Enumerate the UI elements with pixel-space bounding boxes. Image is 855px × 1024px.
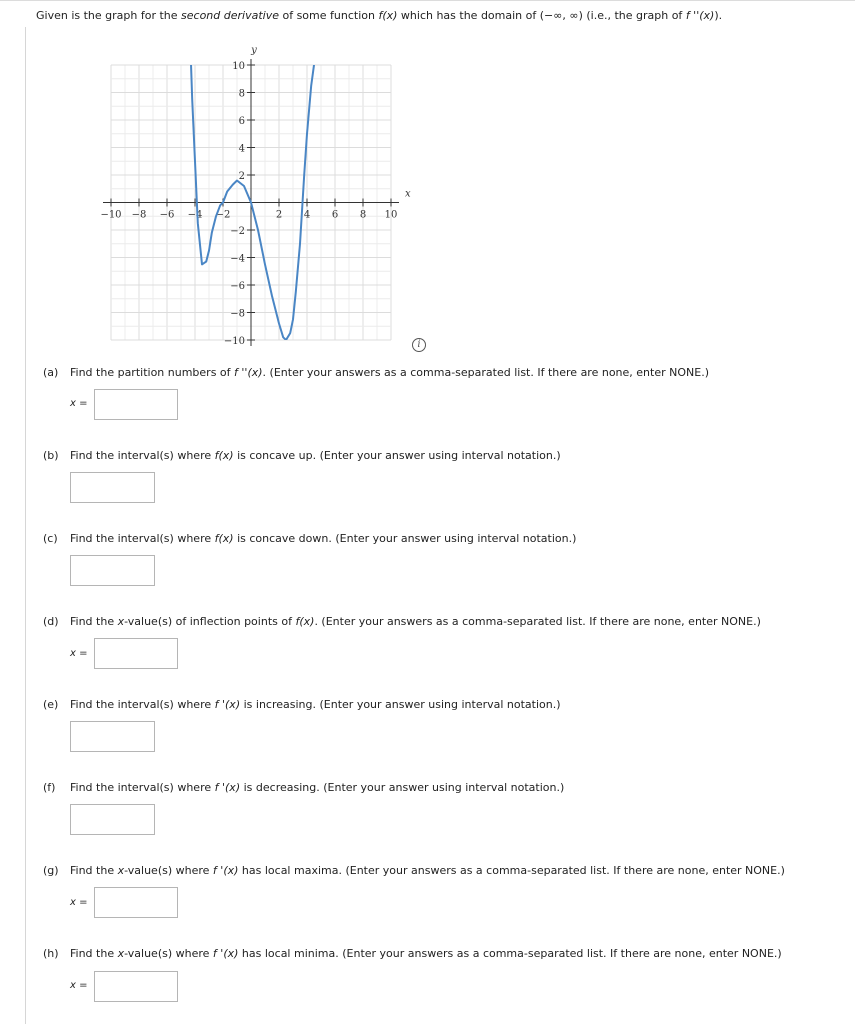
- y-tick-label: −4: [230, 253, 245, 265]
- answer-input-e[interactable]: [70, 721, 155, 752]
- x-tick-label: −10: [100, 209, 122, 221]
- info-icon[interactable]: i: [412, 338, 426, 352]
- question-d: (d) Find the x-value(s) of inflection points of f(x). (Enter your answers as a comma-separated list. If there are none, enter NONE.): [43, 615, 761, 628]
- answer-input-d[interactable]: [94, 638, 178, 669]
- x-tick-label: 2: [275, 209, 283, 221]
- second-derivative-graph: [95, 40, 415, 350]
- x-tick-label: 10: [384, 209, 398, 221]
- x-tick-label: −4: [187, 209, 203, 221]
- left-border: [25, 27, 26, 1024]
- question-b: (b) Find the interval(s) where f(x) is concave up. (Enter your answer using interval notation.): [43, 449, 561, 462]
- answer-input-a[interactable]: [94, 389, 178, 420]
- question-c: (c) Find the interval(s) where f(x) is concave down. (Enter your answer using interval notation.): [43, 532, 577, 545]
- question-h: (h) Find the x-value(s) where f '(x) has local minima. (Enter your answers as a comma-separated list. If there are none, enter NONE.): [43, 947, 782, 960]
- y-axis-label: y: [251, 45, 257, 56]
- x-tick-label: −2: [215, 209, 231, 221]
- y-tick-label: −10: [223, 336, 245, 347]
- y-tick-label: 2: [238, 171, 245, 182]
- x-equals-label-g: x =: [70, 897, 88, 908]
- answer-input-f[interactable]: [70, 804, 155, 835]
- question-e: (e) Find the interval(s) where f '(x) is increasing. (Enter your answer using interval notation.): [43, 698, 561, 711]
- x-tick-label: 6: [331, 209, 339, 221]
- x-equals-label-a: x =: [70, 398, 88, 409]
- x-tick-label: 8: [359, 209, 367, 221]
- x-equals-label-h: x =: [70, 980, 88, 991]
- y-tick-label: −8: [230, 308, 245, 320]
- problem-statement: Given is the graph for the second derivative of some function f(x) which has the domain of (−∞, ∞) (i.e., the graph of f ''(x)).: [36, 9, 723, 22]
- x-equals-label-d: x =: [70, 648, 88, 659]
- question-f: (f) Find the interval(s) where f '(x) is decreasing. (Enter your answer using interval notation.): [43, 781, 565, 794]
- answer-input-g[interactable]: [94, 887, 178, 918]
- top-divider: [0, 0, 855, 1]
- y-tick-label: 8: [238, 88, 245, 100]
- x-axis-label: x: [405, 188, 411, 200]
- y-tick-label: 10: [232, 61, 245, 72]
- y-tick-label: −6: [230, 281, 245, 292]
- x-tick-label: −8: [131, 209, 147, 221]
- answer-input-b[interactable]: [70, 472, 155, 503]
- y-tick-label: −2: [230, 226, 245, 237]
- answer-input-h[interactable]: [94, 971, 178, 1002]
- question-g: (g) Find the x-value(s) where f '(x) has local maxima. (Enter your answers as a comma-separated list. If there are none, enter NONE.): [43, 864, 785, 877]
- answer-input-c[interactable]: [70, 555, 155, 586]
- y-tick-label: 4: [238, 143, 245, 155]
- x-tick-label: −6: [159, 209, 175, 221]
- x-tick-label: 4: [303, 209, 311, 221]
- y-tick-label: 6: [238, 116, 245, 127]
- question-a: (a) Find the partition numbers of f ''(x). (Enter your answers as a comma-separated list. If there are none, enter NONE.): [43, 366, 709, 379]
